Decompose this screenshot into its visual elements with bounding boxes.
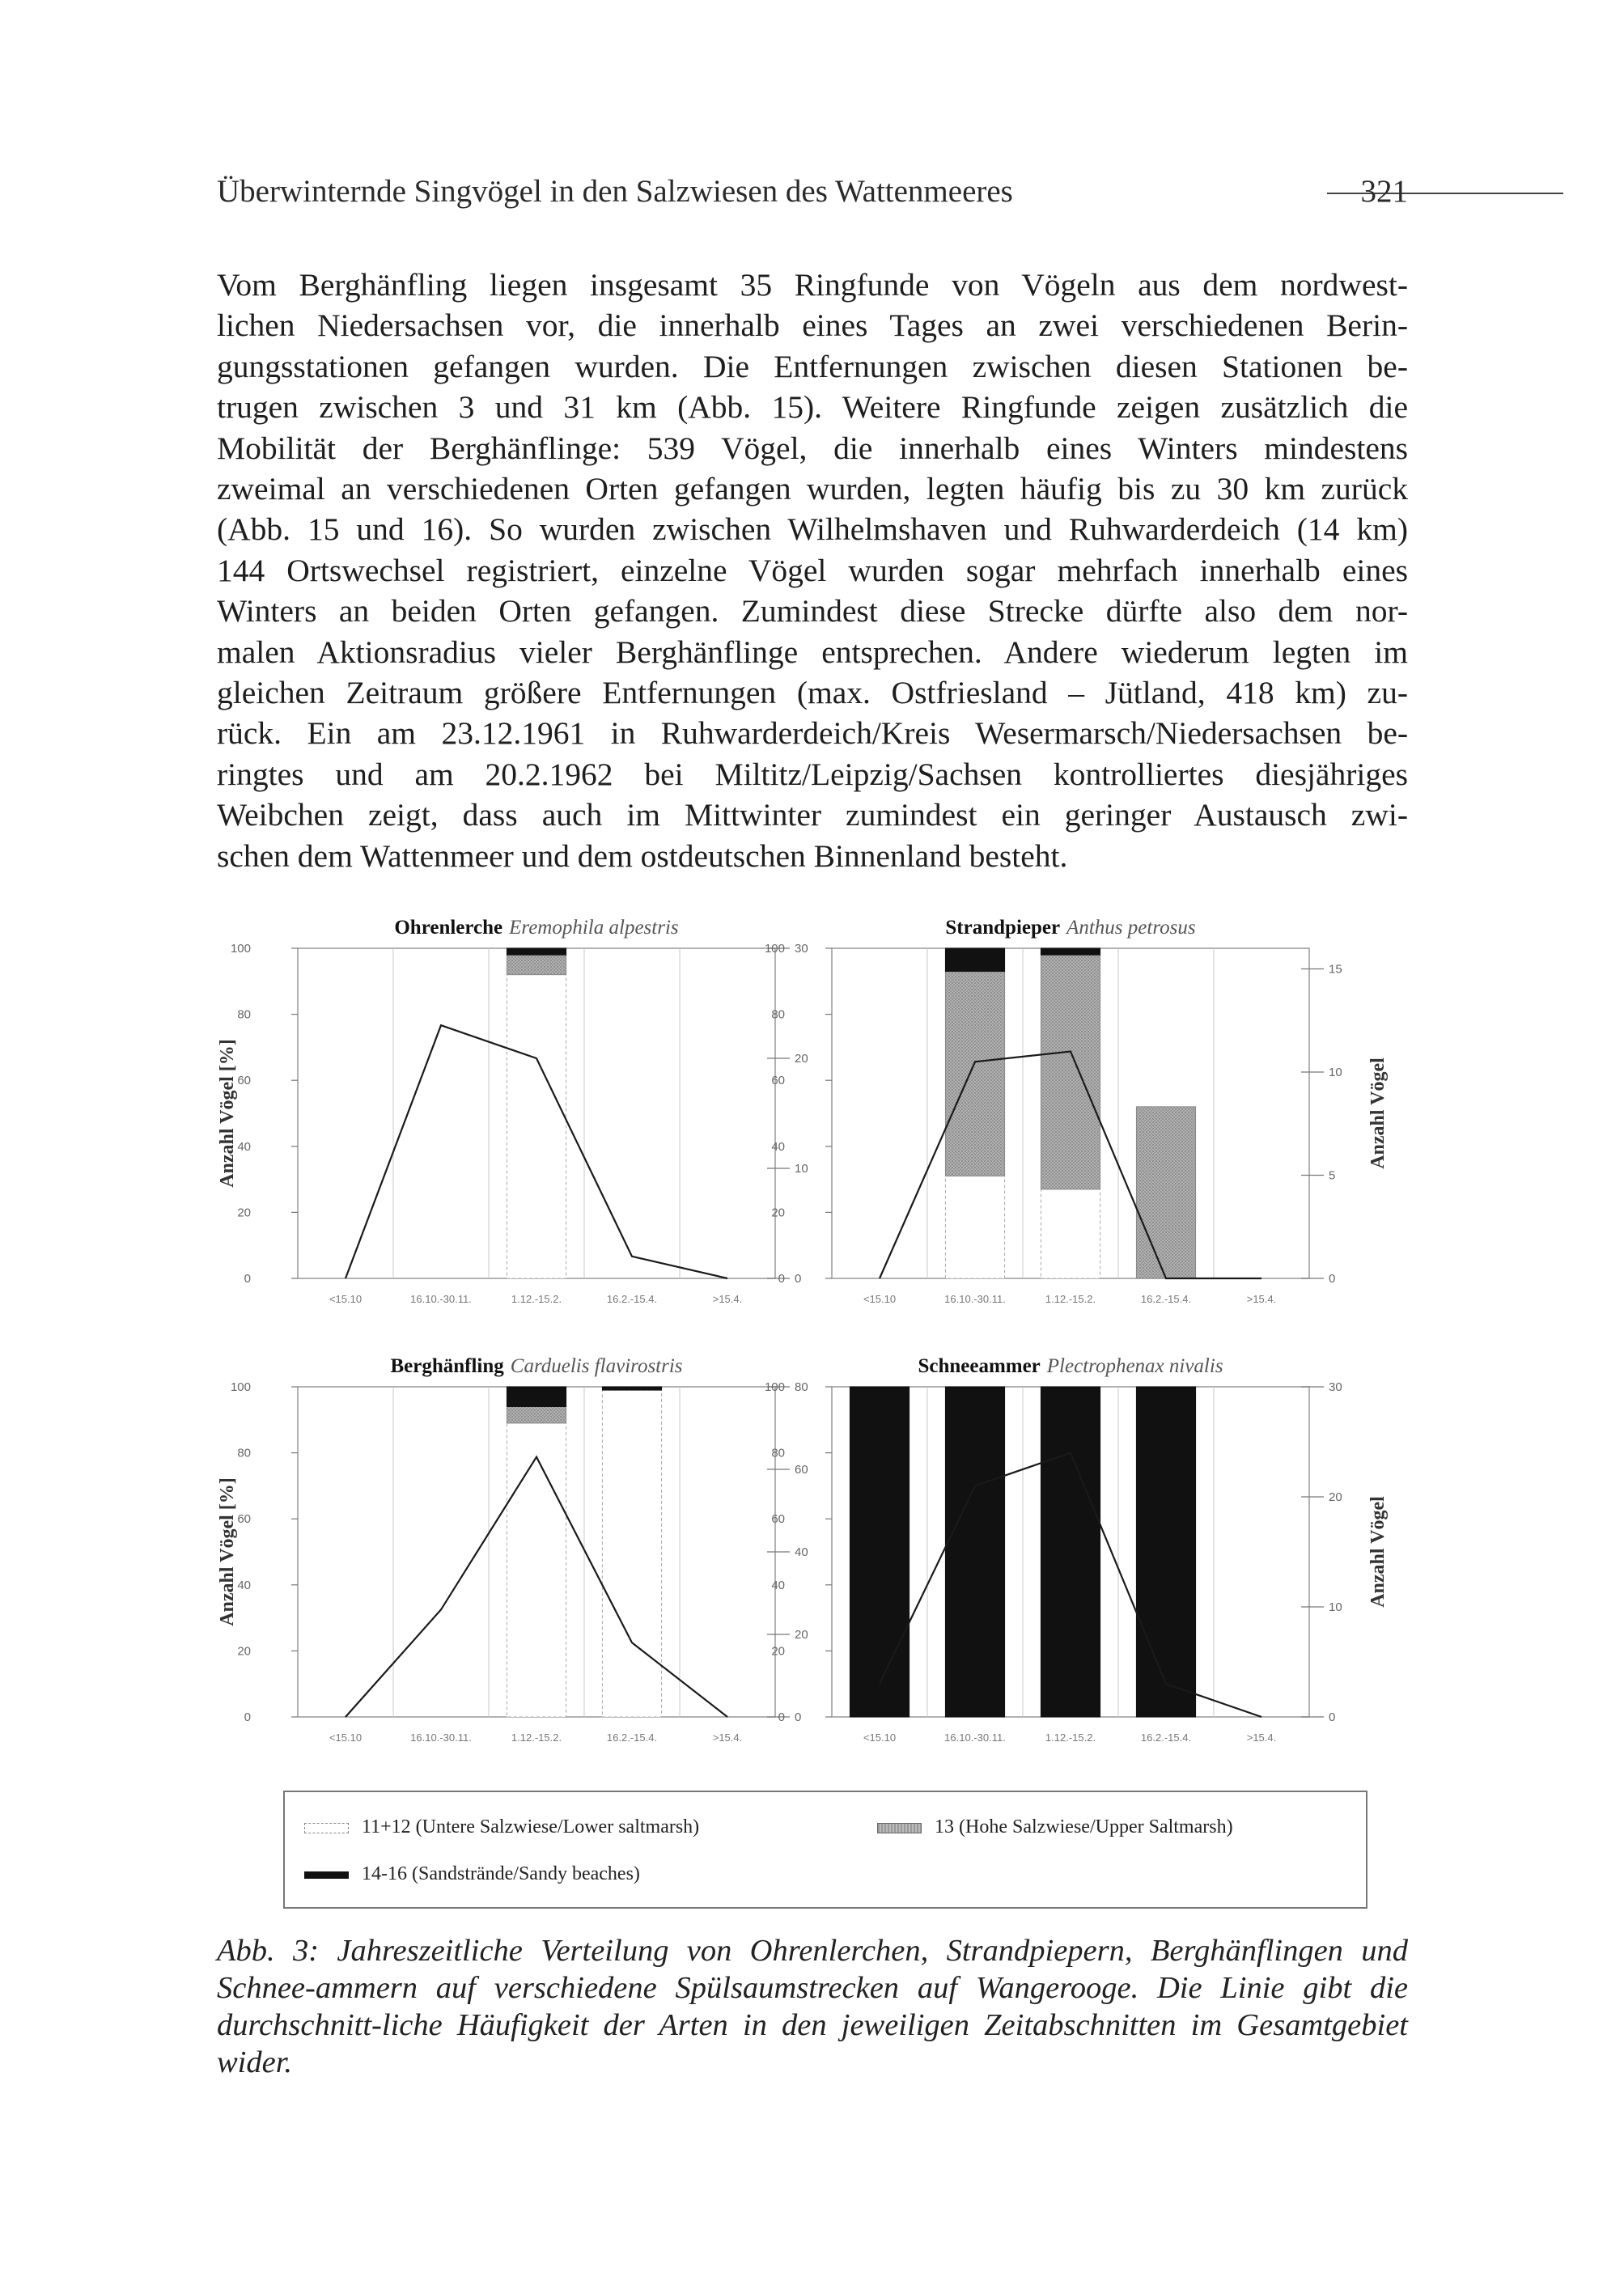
- figure-caption: [217, 1932, 1408, 2081]
- y-tick-label: 40: [237, 1139, 251, 1154]
- legend-item-sand: [304, 1862, 640, 1886]
- chart-title: [394, 917, 678, 939]
- body-line: Winters an beiden Orten gefangen. Zumindest diese Strecke dürfte also dem nor-: [217, 593, 1408, 629]
- y-tick-label: 100: [230, 942, 251, 956]
- chart-title-latin: Carduelis flavirostris: [510, 1355, 683, 1377]
- body-line: gungsstationen gefangen wurden. Die Entfernungen zwischen diesen Stationen be-: [217, 348, 1408, 384]
- legend-swatch-sand: [304, 1871, 349, 1879]
- y2-tick-label: 30: [1329, 1380, 1342, 1394]
- x-tick-label: 16.2.-15.4.: [606, 1731, 658, 1744]
- body-line: rück. Ein am 23.12.1961 in Ruhwarderdeich/Kreis Wesermarsch/Niedersachsen be-: [217, 715, 1408, 752]
- x-tick-label: <15.10: [863, 1731, 897, 1744]
- running-header: [217, 172, 1408, 212]
- bar-lower: [602, 1390, 661, 1717]
- chart-schneeammer: [765, 1355, 1389, 1744]
- bar-upper: [507, 1406, 566, 1422]
- chart-strandpieper: [765, 917, 1389, 1305]
- y-tick-label: 0: [244, 1710, 251, 1724]
- caption-label: Abb. 3:: [217, 1934, 320, 1968]
- chart-title-latin: Anthus petrosus: [1066, 917, 1196, 939]
- x-tick-label: 16.10.-30.11.: [410, 1731, 472, 1744]
- legend-item-lower: [304, 1815, 699, 1839]
- bar-lower: [1041, 1189, 1100, 1278]
- y2-tick-label: 20: [1329, 1490, 1342, 1504]
- x-tick-label: <15.10: [863, 1293, 897, 1305]
- body-line: gleichen Zeitraum größere Entfernungen (max. Ostfriesland – Jütland, 418 km) zu-: [217, 675, 1408, 711]
- x-tick-label: 16.10.-30.11.: [410, 1293, 472, 1305]
- bar-sand: [945, 1387, 1004, 1717]
- legend-label-upper: 13 (Hohe Salzwiese/Upper Saltmarsh): [935, 1816, 1233, 1837]
- y2-tick-label: 10: [1329, 1066, 1342, 1079]
- caption-text: Jahreszeitliche Verteilung von Ohrenlerchen, Strandpiepern, Berghänflingen und Schnee-ammern auf verschiedene Spülsaumstrecken auf Wangerooge. Die Linie gibt die durchschnitt-liche Häufigkeit der Arten in den jeweiligen Zeitabschnitten im Gesamtgebiet wider.: [217, 1934, 1408, 2079]
- x-tick-label: 1.12.-15.2.: [1045, 1731, 1096, 1744]
- bar-upper: [507, 955, 566, 974]
- body-line: (Abb. 15 und 16). So wurden zwischen Wilhelmshaven und Ruhwarderdeich (14 km): [217, 511, 1408, 548]
- bar-sand: [507, 1387, 566, 1406]
- y-tick-label: 40: [237, 1578, 251, 1592]
- chart-title-common: Schneeammer: [918, 1355, 1041, 1377]
- body-line: Vom Berghänfling liegen insgesamt 35 Ringfunde von Vögeln aus dem nordwest-: [217, 267, 1408, 303]
- left-axis-label: Anzahl Vögel [%]: [217, 1477, 238, 1626]
- bar-upper: [1041, 955, 1100, 1189]
- y-tick-label: 100: [764, 1380, 785, 1394]
- chart-ohrenlerche: [217, 917, 808, 1305]
- chart-title-common: Berghänfling: [390, 1355, 504, 1377]
- y-tick-label: 0: [778, 1710, 785, 1724]
- x-tick-label: 1.12.-15.2.: [511, 1293, 562, 1305]
- figure-charts: [217, 908, 1408, 1782]
- legend: [283, 1791, 1367, 1909]
- y2-tick-label: 20: [795, 1628, 808, 1642]
- x-tick-label: 16.2.-15.4.: [606, 1293, 658, 1305]
- chart-title: [390, 1355, 682, 1377]
- chart-title: [945, 917, 1195, 939]
- right-axis-label: Anzahl Vögel: [1367, 1057, 1389, 1169]
- bar-lower: [507, 975, 566, 1278]
- y-tick-label: 20: [237, 1206, 251, 1220]
- chart-title-common: Strandpieper: [945, 917, 1061, 939]
- bar-sand: [602, 1387, 661, 1390]
- body-line: Mobilität der Berghänflinge: 539 Vögel, die innerhalb eines Winters mindestens: [217, 430, 1408, 466]
- y2-tick-label: 15: [1329, 962, 1342, 977]
- body-line: Weibchen zeigt, dass auch im Mittwinter zumindest ein geringer Austausch zwi-: [217, 797, 1408, 833]
- y2-tick-label: 80: [795, 1380, 808, 1394]
- bar-sand: [507, 948, 566, 955]
- body-paragraph: [217, 265, 1408, 876]
- x-tick-label: 1.12.-15.2.: [511, 1731, 562, 1744]
- y-tick-label: 0: [244, 1272, 251, 1286]
- y-tick-label: 60: [237, 1512, 251, 1527]
- body-line: lichen Niedersachsen vor, die innerhalb eines Tages an zwei verschiedenen Berin-: [217, 307, 1408, 344]
- chart-title-latin: Eremophila alpestris: [509, 917, 679, 939]
- y-tick-label: 20: [237, 1644, 251, 1659]
- chart-title-latin: Plectrophenax nivalis: [1046, 1355, 1223, 1377]
- figure-abb-3: [217, 908, 1408, 1916]
- right-axis-label: Anzahl Vögel: [1367, 1496, 1389, 1608]
- y2-tick-label: 10: [1329, 1600, 1342, 1614]
- y-tick-label: 80: [237, 1007, 251, 1022]
- y2-tick-label: 0: [1329, 1272, 1336, 1286]
- y-tick-label: 40: [771, 1578, 785, 1592]
- y-tick-label: 40: [771, 1139, 785, 1154]
- body-line: schen dem Wattenmeer und dem ostdeutschen Binnenland besteht.: [217, 837, 1068, 874]
- chart-title-common: Ohrenlerche: [394, 917, 503, 939]
- y-tick-label: 80: [771, 1007, 785, 1022]
- bar-sand: [1136, 1387, 1195, 1717]
- y-tick-label: 0: [778, 1272, 785, 1286]
- page-number: 321: [1360, 174, 1408, 209]
- x-tick-label: >15.4.: [712, 1293, 743, 1305]
- x-tick-label: 16.2.-15.4.: [1140, 1731, 1192, 1744]
- y-tick-label: 80: [237, 1446, 251, 1460]
- chart-title: [918, 1355, 1223, 1377]
- legend-item-upper: [877, 1815, 1233, 1839]
- y-tick-label: 60: [237, 1074, 251, 1088]
- body-line: zweimal an verschiedenen Orten gefangen wurden, legten häufig bis zu 30 km zurück: [217, 471, 1408, 507]
- y2-tick-label: 10: [795, 1162, 808, 1176]
- y2-tick-label: 0: [795, 1272, 802, 1286]
- y-tick-label: 60: [771, 1512, 785, 1527]
- y2-tick-label: 5: [1329, 1168, 1336, 1183]
- x-tick-label: >15.4.: [1246, 1731, 1277, 1744]
- legend-label-lower: 11+12 (Untere Salzwiese/Lower saltmarsh): [362, 1816, 700, 1837]
- x-tick-label: <15.10: [329, 1293, 363, 1305]
- y-tick-label: 20: [771, 1206, 785, 1220]
- bar-sand: [945, 948, 1004, 972]
- y-tick-label: 100: [764, 942, 785, 956]
- bar-sand: [1041, 1387, 1100, 1717]
- x-tick-label: 16.10.-30.11.: [944, 1731, 1006, 1744]
- x-tick-label: >15.4.: [1246, 1293, 1277, 1305]
- chart-berghänfling: [217, 1355, 808, 1744]
- bar-lower: [507, 1423, 566, 1717]
- y-tick-label: 80: [771, 1446, 785, 1460]
- bar-sand: [1041, 948, 1100, 955]
- bar-upper: [945, 972, 1004, 1176]
- y2-tick-label: 60: [795, 1463, 808, 1477]
- body-line: malen Aktionsradius vieler Berghänflinge entsprechen. Andere wiederum legten im: [217, 634, 1408, 670]
- x-tick-label: <15.10: [329, 1731, 363, 1744]
- y2-tick-label: 0: [1329, 1710, 1336, 1724]
- y2-tick-label: 30: [795, 942, 808, 956]
- y-tick-label: 100: [230, 1380, 251, 1394]
- running-title: Überwinternde Singvögel in den Salzwiesen des Wattenmeeres: [217, 174, 1013, 209]
- x-tick-label: 16.10.-30.11.: [944, 1293, 1006, 1305]
- y2-tick-label: 40: [795, 1545, 808, 1559]
- y2-tick-label: 20: [795, 1052, 808, 1066]
- legend-label-sand: 14-16 (Sandstrände/Sandy beaches): [362, 1863, 640, 1884]
- y-tick-label: 20: [771, 1644, 785, 1659]
- bar-sand: [850, 1387, 909, 1717]
- bar-upper: [1136, 1107, 1195, 1278]
- x-tick-label: 16.2.-15.4.: [1140, 1293, 1192, 1305]
- legend-swatch-lower: [304, 1823, 349, 1833]
- body-line: ringtes und am 20.2.1962 bei Miltitz/Leipzig/Sachsen kontrolliertes diesjähriges: [217, 756, 1408, 792]
- bar-lower: [945, 1176, 1004, 1278]
- y2-tick-label: 0: [795, 1710, 802, 1724]
- legend-swatch-upper: [877, 1823, 922, 1833]
- body-line: 144 Ortswechsel registriert, einzelne Vögel wurden sogar mehrfach innerhalb eines: [217, 552, 1408, 588]
- left-axis-label: Anzahl Vögel [%]: [217, 1039, 238, 1188]
- x-tick-label: >15.4.: [712, 1731, 743, 1744]
- y-tick-label: 60: [771, 1074, 785, 1088]
- body-line: trugen zwischen 3 und 31 km (Abb. 15). Weitere Ringfunde zeigen zusätzlich die: [217, 389, 1408, 426]
- x-tick-label: 1.12.-15.2.: [1045, 1293, 1096, 1305]
